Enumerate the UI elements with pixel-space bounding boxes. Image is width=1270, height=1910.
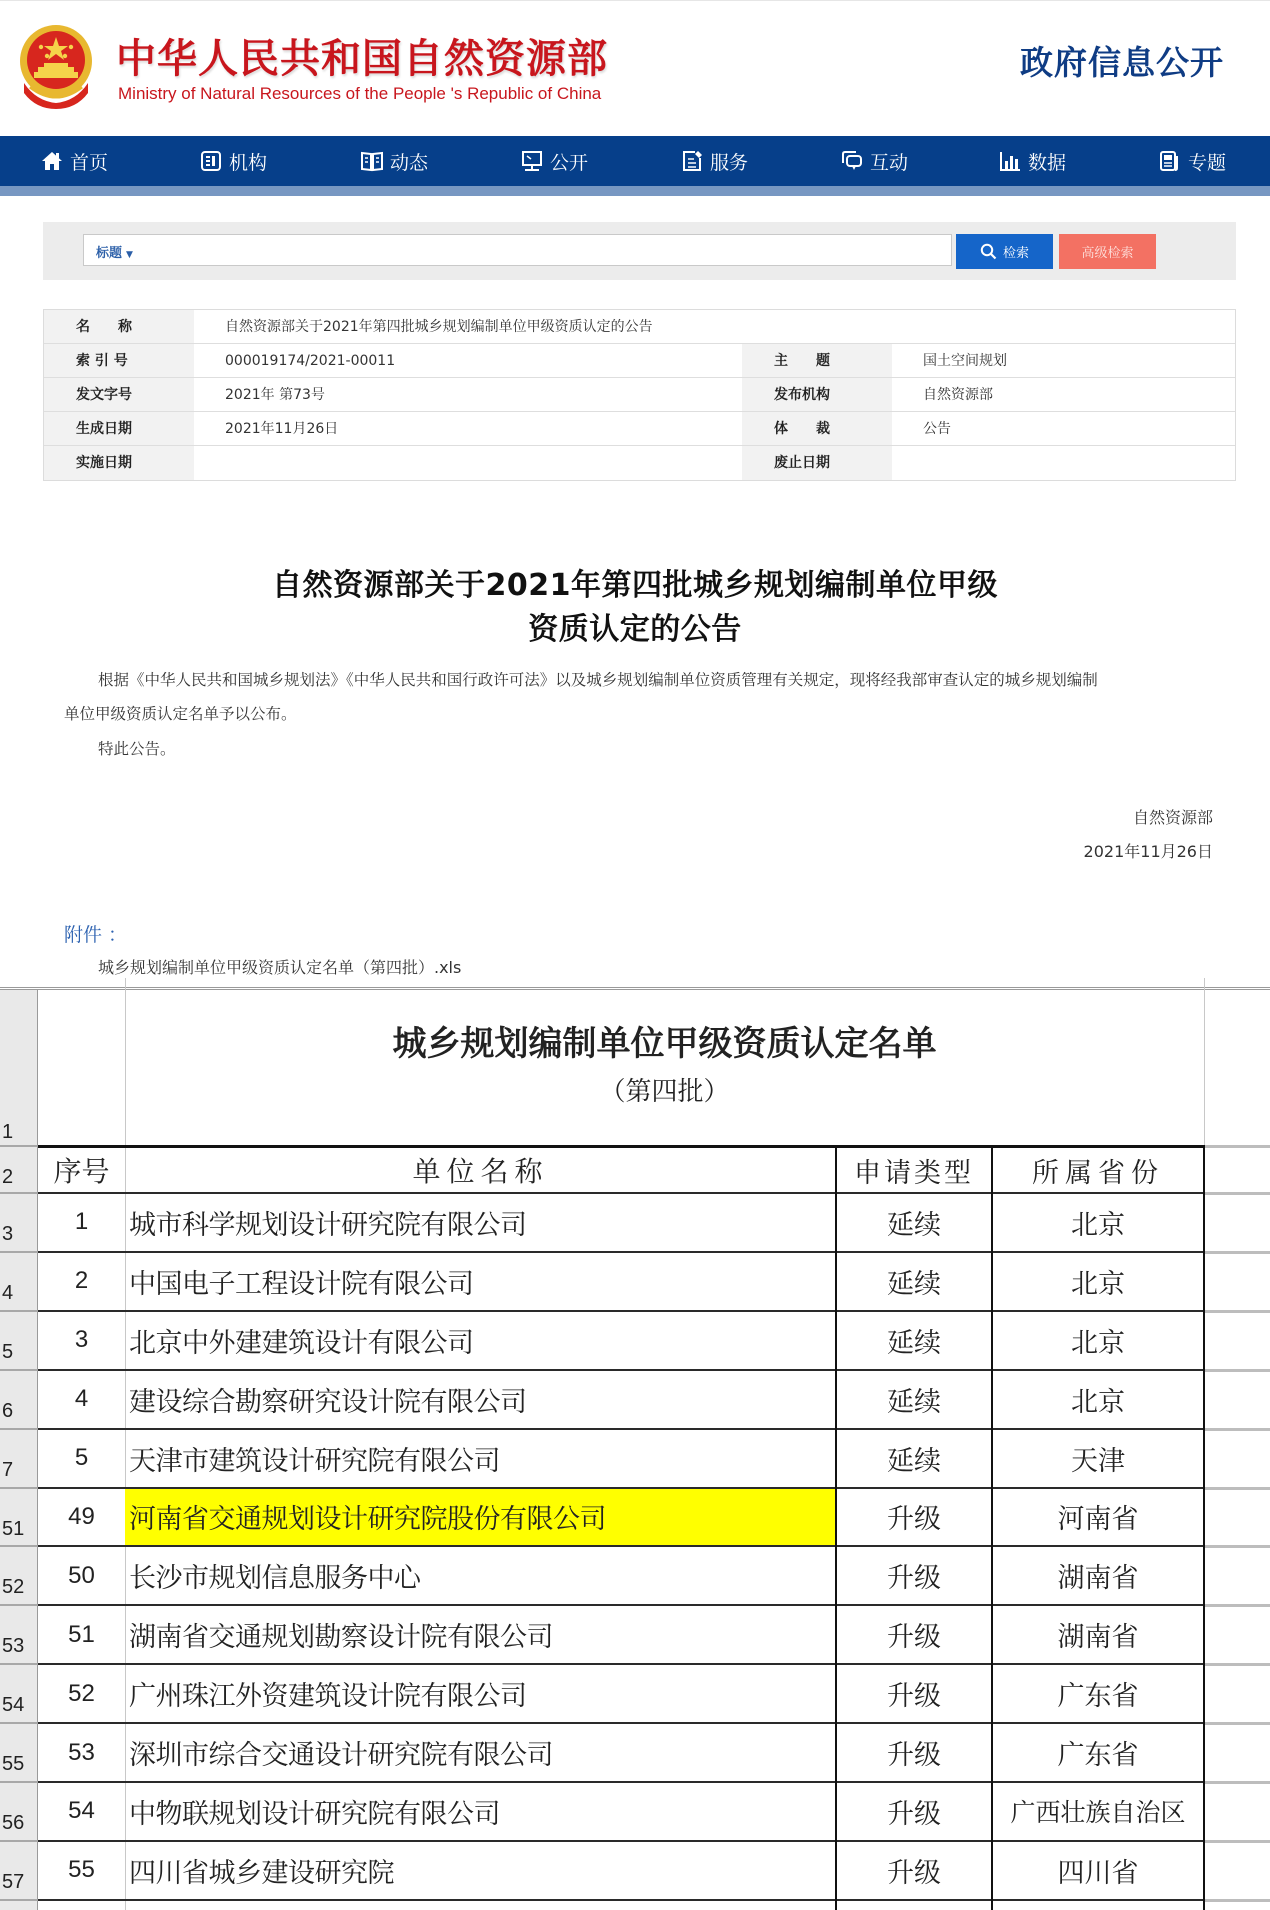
bar-chart-icon: [998, 149, 1022, 173]
row-header-divider: [0, 1145, 38, 1147]
sheet-title: 城乡规划编制单位甲级资质认定名单: [392, 1023, 937, 1064]
cell-province[interactable]: 湖南省: [1057, 1622, 1139, 1654]
info-value-created: 2021年11月26日: [225, 421, 339, 437]
gridline: [1204, 1428, 1270, 1431]
nav-accent-band: [0, 186, 1270, 196]
cell-province[interactable]: 天津: [1071, 1445, 1125, 1477]
nav-item-news[interactable]: [360, 136, 428, 186]
home-icon: [40, 149, 64, 173]
row-header[interactable]: 7: [2, 1458, 14, 1481]
gridline: [1204, 1663, 1270, 1666]
row-header[interactable]: 53: [2, 1635, 25, 1658]
row-header[interactable]: 54: [2, 1694, 25, 1717]
row-header-divider: [0, 1369, 38, 1371]
column-header-province: 所属省份: [1032, 1157, 1164, 1189]
organization-icon: [199, 149, 223, 173]
cell-no[interactable]: 50: [68, 1561, 95, 1589]
nav-item-public[interactable]: [520, 136, 588, 186]
info-value-index: 000019174/2021-00011: [225, 353, 396, 369]
cell-no[interactable]: 55: [68, 1856, 95, 1884]
nav-item-data[interactable]: [998, 136, 1066, 186]
book-icon: [360, 149, 384, 173]
body-paragraph-line2: 单位甲级资质认定名单予以公布。: [64, 705, 297, 723]
gridline: [1204, 1840, 1270, 1843]
gridline: [1204, 1545, 1270, 1548]
info-label-publisher: 发布机构: [742, 378, 892, 411]
info-value-publisher: 自然资源部: [923, 387, 993, 403]
cell-unit-name[interactable]: 中物联规划设计研究院有限公司: [129, 1798, 500, 1830]
info-label-created: 生成日期: [44, 412, 194, 445]
body-paragraph-line1: 根据《中华人民共和国城乡规划法》《中华人民共和国行政许可法》以及城乡规划编制单位资质管理有关规定，现将经我部审查认定的城乡规划编制: [98, 671, 1098, 689]
info-label-genre: 体 裁: [742, 412, 892, 445]
row-header-divider: [0, 1781, 38, 1783]
search-box: [83, 234, 952, 266]
cell-unit-name[interactable]: 四川省城乡建设研究院: [129, 1857, 394, 1889]
row-header-divider: [0, 1428, 38, 1430]
site-title: 中华人民共和国自然资源部: [116, 36, 608, 82]
cell-no[interactable]: 54: [68, 1797, 95, 1825]
row-header[interactable]: 5: [2, 1340, 14, 1363]
cell-application-type[interactable]: 升级: [887, 1681, 941, 1713]
cell-province[interactable]: 河南省: [1057, 1504, 1139, 1536]
cell-unit-name[interactable]: 河南省交通规划设计研究院股份有限公司: [129, 1504, 606, 1536]
cell-application-type[interactable]: 升级: [887, 1622, 941, 1654]
cell-application-type[interactable]: 升级: [887, 1740, 941, 1772]
sheet-subtitle: （第四批）: [599, 1076, 730, 1107]
cell-unit-name[interactable]: 广州珠江外资建筑设计院有限公司: [129, 1681, 527, 1713]
info-row-doc-no: [44, 378, 1235, 412]
cell-province[interactable]: 湖南省: [1057, 1563, 1139, 1595]
row-header-divider: [0, 1487, 38, 1489]
info-label-topic: 主 题: [742, 344, 892, 377]
column-header-type: 申请类型: [854, 1157, 974, 1189]
cell-no[interactable]: 53: [68, 1738, 95, 1766]
cell-application-type[interactable]: 升级: [887, 1798, 941, 1830]
article-title-line1: 自然资源部关于2021年第四批城乡规划编制单位甲级: [272, 568, 998, 603]
info-label-doc-no: 发文字号: [44, 378, 194, 411]
search-type-dropdown[interactable]: [96, 242, 133, 261]
row-header-divider: [0, 1604, 38, 1606]
gridline: [1204, 1781, 1270, 1784]
row-header-divider: [0, 1251, 38, 1253]
advanced-search-button[interactable]: 高级检索: [1059, 234, 1156, 269]
document-info-table: [43, 309, 1236, 481]
body-closing: 特此公告。: [98, 740, 176, 758]
cell-no[interactable]: 3: [74, 1326, 89, 1354]
info-row-effective: [44, 446, 1235, 480]
chat-icon: [840, 149, 864, 173]
cell-application-type[interactable]: 升级: [887, 1504, 941, 1536]
nav-label: 动态: [390, 151, 429, 174]
info-value-expiry: [892, 446, 1235, 480]
info-label-index: 索 引 号: [44, 344, 194, 377]
gridline: [1204, 1369, 1270, 1372]
row-header[interactable]: 56: [2, 1812, 25, 1834]
nav-label: 机构: [229, 151, 268, 174]
cell-province[interactable]: 北京: [1071, 1386, 1125, 1418]
nav-item-topics[interactable]: [1158, 136, 1226, 186]
document-edit-icon: [680, 149, 704, 173]
signer: 自然资源部: [1132, 808, 1213, 827]
column-header-strip: [0, 978, 1270, 990]
row-header[interactable]: 51: [2, 1517, 25, 1540]
row-header[interactable]: 2: [2, 1166, 14, 1188]
cell-no[interactable]: 5: [74, 1444, 89, 1472]
row-header-divider: [0, 1722, 38, 1724]
cell-no[interactable]: 52: [68, 1679, 95, 1707]
search-type-label: 标题: [96, 246, 123, 261]
search-icon: [980, 243, 997, 260]
row-header[interactable]: 52: [2, 1576, 25, 1599]
info-label-name: 名 称: [44, 310, 194, 343]
search-button-label: 检索: [1002, 246, 1029, 261]
newspaper-icon: [1158, 149, 1182, 173]
cell-province[interactable]: 北京: [1071, 1327, 1125, 1359]
nav-item-home[interactable]: [40, 136, 108, 186]
info-row-name: [44, 310, 1235, 344]
attachment-link[interactable]: 城乡规划编制单位甲级资质认定名单（第四批）.xls: [98, 958, 462, 977]
site-subtitle: Ministry of Natural Resources of the People 's Republic of China: [118, 84, 602, 103]
row-header-divider: [0, 1545, 38, 1547]
gridline: [125, 978, 126, 1910]
cell-no[interactable]: 2: [74, 1267, 89, 1295]
gridline: [1204, 1604, 1270, 1607]
info-value-genre: 公告: [923, 421, 951, 437]
info-label-expiry: 废止日期: [742, 446, 892, 480]
cell-province[interactable]: 广东省: [1057, 1740, 1139, 1772]
row-header[interactable]: 57: [2, 1870, 25, 1893]
info-value-effective: [194, 446, 742, 480]
cell-no[interactable]: 49: [68, 1502, 95, 1530]
row-header-divider: [0, 1899, 38, 1901]
row-header-divider: [0, 1192, 38, 1194]
main-nav: [0, 136, 1270, 186]
gridline: [1204, 1192, 1270, 1195]
attachment-label: 附件 ：: [64, 924, 128, 946]
sign-date: 2021年11月26日: [1083, 842, 1213, 861]
row-header[interactable]: 3: [2, 1223, 14, 1245]
row-header-divider: [0, 1310, 38, 1312]
row-header[interactable]: 1: [2, 1121, 14, 1143]
cell-unit-name[interactable]: 北京中外建建筑设计有限公司: [129, 1327, 474, 1359]
cell-unit-name[interactable]: 长沙市规划信息服务中心: [129, 1563, 421, 1595]
cell-province[interactable]: 四川省: [1057, 1857, 1139, 1889]
row-header[interactable]: 4: [2, 1281, 14, 1304]
row-header-divider: [0, 1663, 38, 1665]
cell-province[interactable]: 广西壮族自治区: [1010, 1798, 1186, 1828]
gridline: [1204, 1722, 1270, 1725]
gridline: [1204, 1310, 1270, 1313]
nav-label: 专题: [1188, 151, 1227, 174]
search-input[interactable]: [144, 237, 944, 263]
monitor-icon: [520, 149, 544, 173]
cell-unit-name[interactable]: 中国电子工程设计院有限公司: [129, 1268, 474, 1300]
row-header[interactable]: 6: [2, 1399, 14, 1422]
row-header-divider: [0, 1840, 38, 1842]
nav-item-organization[interactable]: [199, 136, 267, 186]
row-header[interactable]: 55: [2, 1753, 25, 1776]
column-header-name: 单位名称: [412, 1155, 549, 1188]
cell-no[interactable]: 4: [74, 1385, 89, 1413]
info-row-index: [44, 344, 1235, 378]
cell-application-type[interactable]: 延续: [887, 1209, 941, 1241]
search-panel: [43, 222, 1236, 280]
national-emblem-icon: [16, 23, 96, 109]
gridline: [1204, 1899, 1270, 1902]
info-row-created: [44, 412, 1235, 446]
caret-down-icon: ▼: [126, 250, 133, 260]
info-value-doc-no: 2021年 第73号: [225, 387, 325, 403]
cell-province[interactable]: 北京: [1071, 1268, 1125, 1300]
cell-application-type[interactable]: 升级: [887, 1857, 941, 1889]
cell-no[interactable]: 1: [74, 1208, 89, 1236]
cell-application-type[interactable]: 升级: [887, 1563, 941, 1595]
cell-application-type[interactable]: 延续: [887, 1327, 941, 1359]
cell-application-type[interactable]: 延续: [887, 1386, 941, 1418]
spreadsheet-view: [0, 978, 1270, 1910]
info-value-name: 自然资源部关于2021年第四批城乡规划编制单位甲级资质认定的公告: [225, 319, 653, 335]
gridline: [1204, 1487, 1270, 1490]
cell-border: [38, 1145, 1204, 1148]
cell-unit-name[interactable]: 天津市建筑设计研究院有限公司: [129, 1445, 500, 1477]
site-header: [0, 0, 1270, 136]
gridline: [1204, 1251, 1270, 1254]
nav-label: 服务: [710, 151, 749, 174]
cell-province[interactable]: 北京: [1071, 1209, 1125, 1241]
nav-label: 互动: [870, 151, 909, 174]
info-value-topic: 国土空间规划: [923, 353, 1007, 369]
nav-label: 数据: [1028, 151, 1067, 174]
cell-unit-name[interactable]: 城市科学规划设计研究院有限公司: [129, 1209, 527, 1241]
cell-no[interactable]: 51: [68, 1620, 95, 1648]
cell-application-type[interactable]: 延续: [887, 1445, 941, 1477]
search-button[interactable]: [956, 234, 1053, 269]
column-header-no: 序号: [53, 1155, 110, 1188]
gridline: [1204, 1145, 1270, 1148]
cell-province[interactable]: 广东省: [1057, 1681, 1139, 1713]
cell-unit-name[interactable]: 湖南省交通规划勘察设计院有限公司: [129, 1622, 553, 1654]
info-label-effective: 实施日期: [44, 446, 194, 480]
cell-application-type[interactable]: 延续: [887, 1268, 941, 1300]
cell-unit-name[interactable]: 建设综合勘察研究设计院有限公司: [129, 1386, 527, 1418]
nav-item-interaction[interactable]: [840, 136, 908, 186]
nav-label: 公开: [550, 151, 589, 174]
section-title[interactable]: 政府信息公开: [1020, 43, 1224, 82]
nav-item-services[interactable]: [680, 136, 748, 186]
article-title-line2: 资质认定的公告: [528, 612, 742, 647]
nav-label: 首页: [70, 151, 109, 174]
cell-unit-name[interactable]: 深圳市综合交通设计研究院有限公司: [129, 1740, 553, 1772]
